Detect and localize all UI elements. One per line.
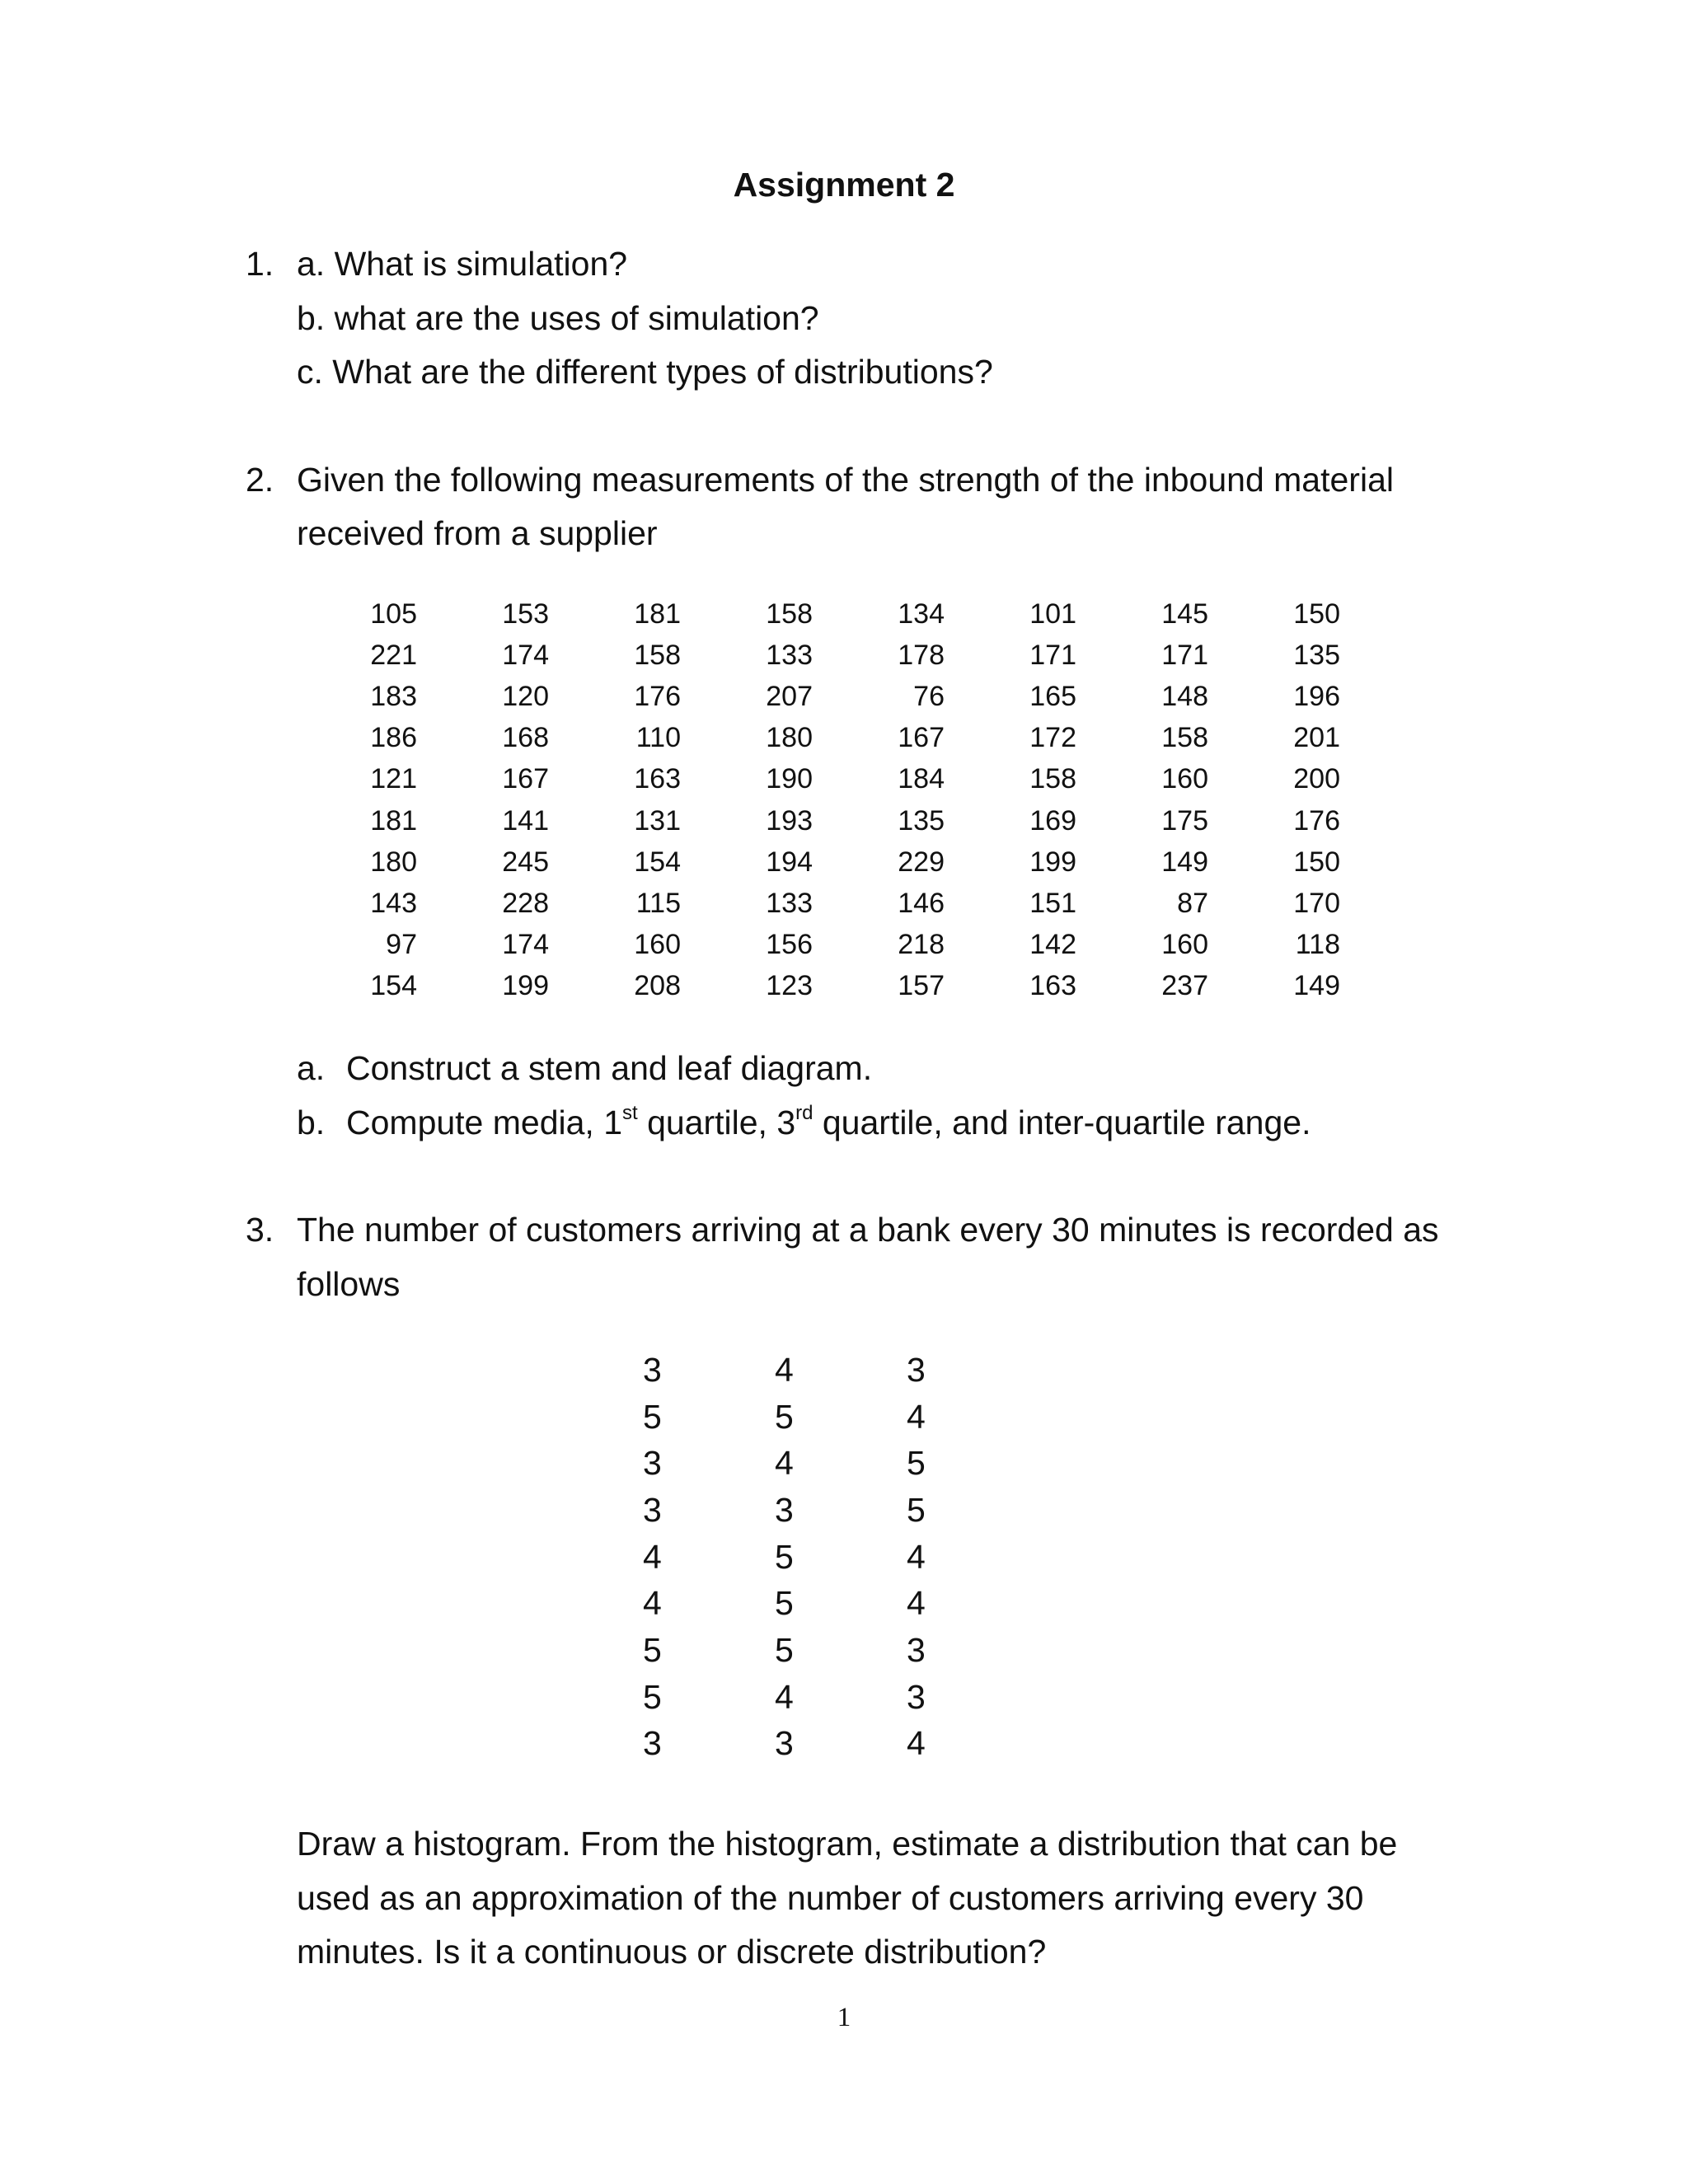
- table-cell: 4: [907, 1397, 926, 1436]
- table-cell: 151: [1029, 887, 1076, 919]
- table-cell: 207: [766, 680, 813, 712]
- table-row: [330, 800, 1340, 841]
- table-cell: 221: [370, 639, 417, 671]
- table-cell: 186: [370, 722, 417, 754]
- table-cell: 174: [502, 639, 549, 671]
- table-cell: 5: [907, 1490, 926, 1529]
- table-cell: 141: [502, 804, 549, 837]
- table-cell: 5: [775, 1630, 794, 1669]
- table-cell: 135: [1293, 639, 1340, 671]
- table-cell: 171: [1161, 639, 1208, 671]
- table-cell: 121: [370, 763, 417, 795]
- table-cell: 160: [634, 929, 681, 961]
- table-cell: 183: [370, 680, 417, 712]
- question-2a-label: a.: [297, 1049, 326, 1087]
- table-cell: 3: [775, 1490, 794, 1529]
- table-cell: 218: [898, 929, 945, 961]
- table-cell: 181: [634, 598, 681, 630]
- table-cell: 142: [1029, 929, 1076, 961]
- table-cell: 120: [502, 680, 549, 712]
- table-cell: 105: [370, 598, 417, 630]
- table-row: [643, 1487, 1039, 1534]
- table-cell: 158: [1161, 722, 1208, 754]
- table-row: [643, 1440, 1039, 1487]
- table-cell: 158: [1029, 763, 1076, 795]
- table-cell: 165: [1029, 680, 1076, 712]
- question-1a: a. What is simulation?: [297, 245, 628, 283]
- table-cell: 118: [1295, 929, 1340, 961]
- table-cell: 3: [643, 1724, 662, 1763]
- question-1c: c. What are the different types of distributions?: [297, 353, 993, 391]
- question-2b-label: b.: [297, 1104, 326, 1141]
- table-row: [643, 1347, 1039, 1394]
- question-2-number: 2.: [246, 461, 274, 499]
- table-cell: 154: [634, 846, 681, 878]
- table-cell: 199: [502, 970, 549, 1002]
- table-cell: 157: [898, 970, 945, 1002]
- table-cell: 4: [643, 1584, 662, 1623]
- table-cell: 76: [913, 680, 945, 712]
- table-cell: 101: [1029, 598, 1076, 630]
- table-row: [330, 635, 1340, 676]
- question-2b-sup2: rd: [795, 1102, 814, 1124]
- question-2b-sup1: st: [622, 1102, 638, 1124]
- table-cell: 149: [1161, 846, 1208, 878]
- table-cell: 4: [643, 1537, 662, 1576]
- table-cell: 123: [766, 970, 813, 1002]
- question-1-number: 1.: [246, 245, 274, 283]
- question-2b-text: [346, 1101, 1311, 1144]
- table-cell: 181: [370, 804, 417, 837]
- question-2b-part1: Compute media, 1: [346, 1104, 623, 1141]
- table-cell: 176: [634, 680, 681, 712]
- table-row: [330, 841, 1340, 883]
- table-row: [643, 1674, 1039, 1721]
- table-cell: 110: [635, 722, 681, 754]
- table-cell: 143: [370, 887, 417, 919]
- table-cell: 5: [775, 1584, 794, 1623]
- table-cell: 3: [907, 1677, 926, 1716]
- table-cell: 150: [1293, 846, 1340, 878]
- table-cell: 163: [1029, 970, 1076, 1002]
- table-cell: 237: [1161, 970, 1208, 1002]
- table-cell: 245: [502, 846, 549, 878]
- table-cell: 180: [766, 722, 813, 754]
- table-cell: 184: [898, 763, 945, 795]
- question-2a-text: Construct a stem and leaf diagram.: [346, 1049, 873, 1087]
- question-3-text-line2: follows: [297, 1265, 401, 1303]
- table-cell: 167: [502, 763, 549, 795]
- table-cell: 4: [775, 1350, 794, 1389]
- table-row: [330, 593, 1340, 635]
- table-row: [643, 1534, 1039, 1581]
- table-cell: 172: [1029, 722, 1076, 754]
- question-2-text-line2: received from a supplier: [297, 514, 658, 552]
- table-cell: 146: [898, 887, 945, 919]
- table-cell: 4: [907, 1724, 926, 1763]
- table-cell: 135: [898, 804, 945, 837]
- table-row: [643, 1627, 1039, 1674]
- table-cell: 4: [907, 1537, 926, 1576]
- table-cell: 229: [898, 846, 945, 878]
- table-cell: 133: [766, 639, 813, 671]
- table-cell: 168: [502, 722, 549, 754]
- table-cell: 150: [1293, 598, 1340, 630]
- question-3-paragraph-line1: Draw a histogram. From the histogram, estimate a distribution that can be: [297, 1825, 1398, 1863]
- table-cell: 154: [370, 970, 417, 1002]
- table-cell: 134: [898, 598, 945, 630]
- table-row: [643, 1394, 1039, 1441]
- table-cell: 3: [907, 1630, 926, 1669]
- table-cell: 3: [643, 1444, 662, 1483]
- table-cell: 190: [766, 763, 813, 795]
- table-row: [330, 966, 1340, 1007]
- table-cell: 174: [502, 929, 549, 961]
- table-cell: 196: [1293, 680, 1340, 712]
- question-3-paragraph-line3: minutes. Is it a continuous or discrete distribution?: [297, 1933, 1047, 1971]
- table-cell: 131: [634, 804, 681, 837]
- table-cell: 199: [1029, 846, 1076, 878]
- table-cell: 3: [775, 1724, 794, 1763]
- table-cell: 5: [643, 1630, 662, 1669]
- table-cell: 178: [898, 639, 945, 671]
- page-title: Assignment 2: [733, 166, 955, 204]
- customer-arrivals-table: [643, 1347, 1039, 1767]
- table-cell: 145: [1161, 598, 1208, 630]
- table-cell: 158: [634, 639, 681, 671]
- table-cell: 180: [370, 846, 417, 878]
- table-cell: 158: [766, 598, 813, 630]
- table-cell: 5: [907, 1444, 926, 1483]
- table-cell: 194: [766, 846, 813, 878]
- table-cell: 171: [1029, 639, 1076, 671]
- table-row: [643, 1580, 1039, 1627]
- table-cell: 3: [643, 1490, 662, 1529]
- page-number: 1: [837, 2003, 851, 2032]
- table-cell: 208: [634, 970, 681, 1002]
- table-cell: 170: [1293, 887, 1340, 919]
- table-row: [330, 883, 1340, 924]
- table-cell: 5: [775, 1397, 794, 1436]
- table-cell: 4: [907, 1584, 926, 1623]
- table-cell: 160: [1161, 763, 1208, 795]
- table-cell: 3: [643, 1350, 662, 1389]
- table-cell: 3: [907, 1350, 926, 1389]
- table-row: [330, 925, 1340, 966]
- question-1b: b. what are the uses of simulation?: [297, 299, 819, 337]
- table-row: [330, 759, 1340, 800]
- question-2-text-line1: Given the following measurements of the strength of the inbound material: [297, 461, 1394, 499]
- question-3-number: 3.: [246, 1211, 274, 1249]
- table-cell: 160: [1161, 929, 1208, 961]
- table-cell: 5: [643, 1397, 662, 1436]
- question-3-paragraph-line2: used as an approximation of the number of customers arriving every 30: [297, 1879, 1364, 1917]
- table-cell: 5: [643, 1677, 662, 1716]
- table-cell: 156: [766, 929, 813, 961]
- table-row: [330, 676, 1340, 717]
- table-cell: 149: [1293, 970, 1340, 1002]
- table-cell: 4: [775, 1677, 794, 1716]
- table-cell: 176: [1293, 804, 1340, 837]
- table-cell: 4: [775, 1444, 794, 1483]
- table-cell: 201: [1293, 722, 1340, 754]
- table-cell: 153: [502, 598, 549, 630]
- table-cell: 163: [634, 763, 681, 795]
- table-row: [643, 1721, 1039, 1768]
- table-cell: 175: [1161, 804, 1208, 837]
- table-cell: 5: [775, 1537, 794, 1576]
- question-2b-part3: quartile, and inter-quartile range.: [813, 1104, 1311, 1141]
- question-3-text-line1: The number of customers arriving at a bank every 30 minutes is recorded as: [297, 1211, 1439, 1249]
- table-cell: 115: [635, 887, 681, 919]
- table-cell: 87: [1177, 887, 1208, 919]
- table-cell: 148: [1161, 680, 1208, 712]
- table-row: [330, 718, 1340, 759]
- table-cell: 167: [898, 722, 945, 754]
- table-cell: 228: [502, 887, 549, 919]
- table-cell: 200: [1293, 763, 1340, 795]
- table-cell: 97: [386, 929, 417, 961]
- question-2b-part2: quartile, 3: [637, 1104, 796, 1141]
- table-cell: 133: [766, 887, 813, 919]
- strength-measurements-table: [330, 593, 1340, 1007]
- table-cell: 193: [766, 804, 813, 837]
- table-cell: 169: [1029, 804, 1076, 837]
